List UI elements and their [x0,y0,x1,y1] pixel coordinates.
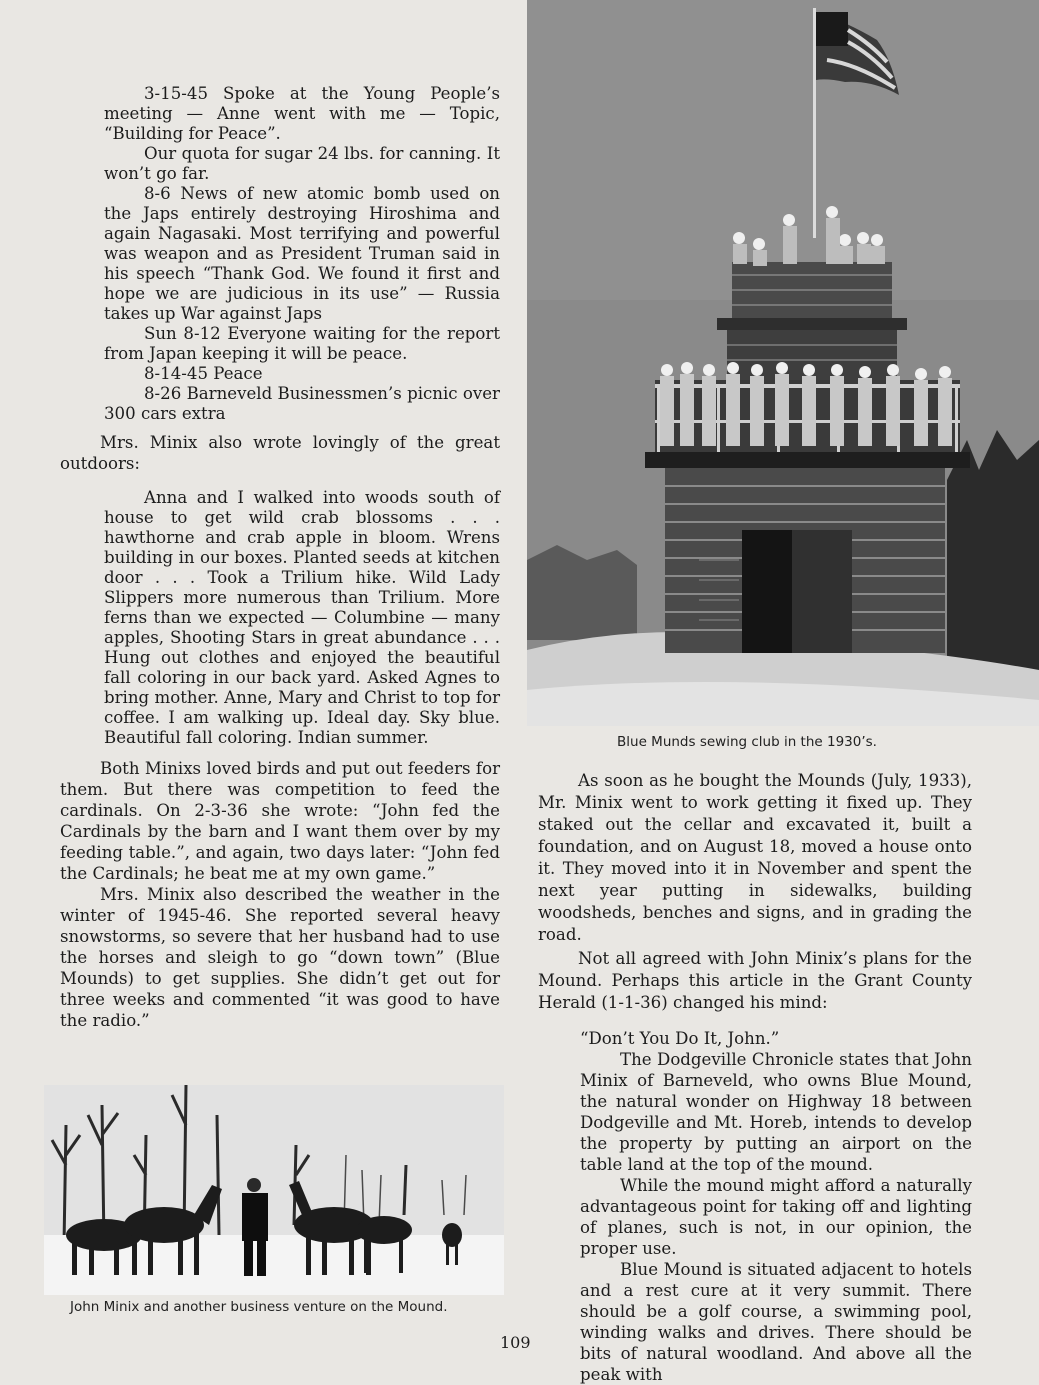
left-column [60,84,500,1031]
tower-photo [527,0,1039,726]
herald-paragraph: Blue Mound is situated adjacent to hotels and a rest cure at it very summit. There should be a golf course, a swimming pool, winding walks and drives. There should be bits of natural woodland. And above all the peak with [580,1260,972,1384]
tower-photo-caption: Blue Munds sewing club in the 1930’s. [617,734,877,750]
herald-headline: “Don’t You Do It, John.” [580,1029,780,1048]
diary-entry: Sun 8-12 Everyone waiting for the report from Japan keeping it will be peace. [104,324,500,363]
diary-excerpt [104,84,500,424]
diary-entry: 8-6 News of new atomic bomb used on the Japs entirely destroying Hiroshima and again Nagasaki. Most terrifying and powerful was weapon and as President Truman said in his speech “Thank God. We found it first and hope we are judicious in its use” — Russia takes up War against Japs [104,184,500,323]
right-column [538,770,972,1385]
horses-photo-caption: John Minix and another business venture on the Mound. [70,1299,448,1315]
mounds-paragraph: As soon as he bought the Mounds (July, 1933), Mr. Minix went to work getting it fixed up. They staked out the cellar and excavated it, built a foundation, and on August 18, moved a house onto it. They moved into it in November and spent the next year putting in sidewalks, building woodsheds, benches and signs, and in grading the road. [538,771,972,944]
birds-paragraph: Both Minixs loved birds and put out feeders for them. But there was competition to feed the cardinals. On 2-3-36 she wrote: “John fed the Cardinals by the barn and I want them over by my feeding table.”, and again, two days later: “John fed the Cardinals; he beat me at my own game.” [60,759,500,883]
intro-outdoors-paragraph: Mrs. Minix also wrote lovingly of the great outdoors: [60,433,500,473]
herald-paragraph: While the mound might afford a naturally advantageous point for taking off and lighting of planes, such is not, in our opinion, the proper use. [580,1176,972,1258]
herald-quote [580,1028,972,1385]
herald-paragraph: The Dodgeville Chronicle states that John Minix of Barneveld, who owns Blue Mound, the natural wonder on Highway 18 between Dodgeville and Mt. Horeb, intends to develop the property by putting an airport on the table land at the top of the mound. [580,1050,972,1174]
horses-photo [44,1085,504,1295]
diary-entry: Our quota for sugar 24 lbs. for canning. It won’t go far. [104,144,500,183]
horses-illustration [44,1085,504,1295]
diary-entry: 3-15-45 Spoke at the Young People’s meeting — Anne went with me — Topic, “Building for Peace”. [104,84,500,143]
diary-entry: 8-26 Barneveld Businessmen’s picnic over 300 cars extra [104,384,500,423]
outdoors-quote: Anna and I walked into woods south of house to get wild crab blossoms . . . hawthorne and crab apple in bloom. Wrens building in our boxes. Planted seeds at kitchen door . . . Took a Trilium hike. Wild Lady Slippers more numerous than Trilium. More ferns than we expected — Columbine — many apples, Shooting Stars in great abundance . . . Hung out clothes and enjoyed the beautiful fall coloring in our back yard. Asked Agnes to bring mother. Anne, Mary and Christ to top for coffee. I am walking up. Ideal day. Sky blue. Beautiful fall coloring. Indian summer. [104,488,500,747]
page-number: 109 [500,1333,531,1352]
tower-illustration [527,0,1039,726]
weather-paragraph: Mrs. Minix also described the weather in the winter of 1945-46. She reported several heavy snowstorms, so severe that her husband had to use the horses and sleigh to go “down town” (Blue Mounds) to get supplies. She didn’t get out for three weeks and commented “it was good to have the radio.” [60,885,500,1030]
plans-paragraph: Not all agreed with John Minix’s plans for the Mound. Perhaps this article in the Grant County Herald (1-1-36) changed his mind: [538,949,972,1012]
diary-entry: 8-14-45 Peace [144,364,263,383]
